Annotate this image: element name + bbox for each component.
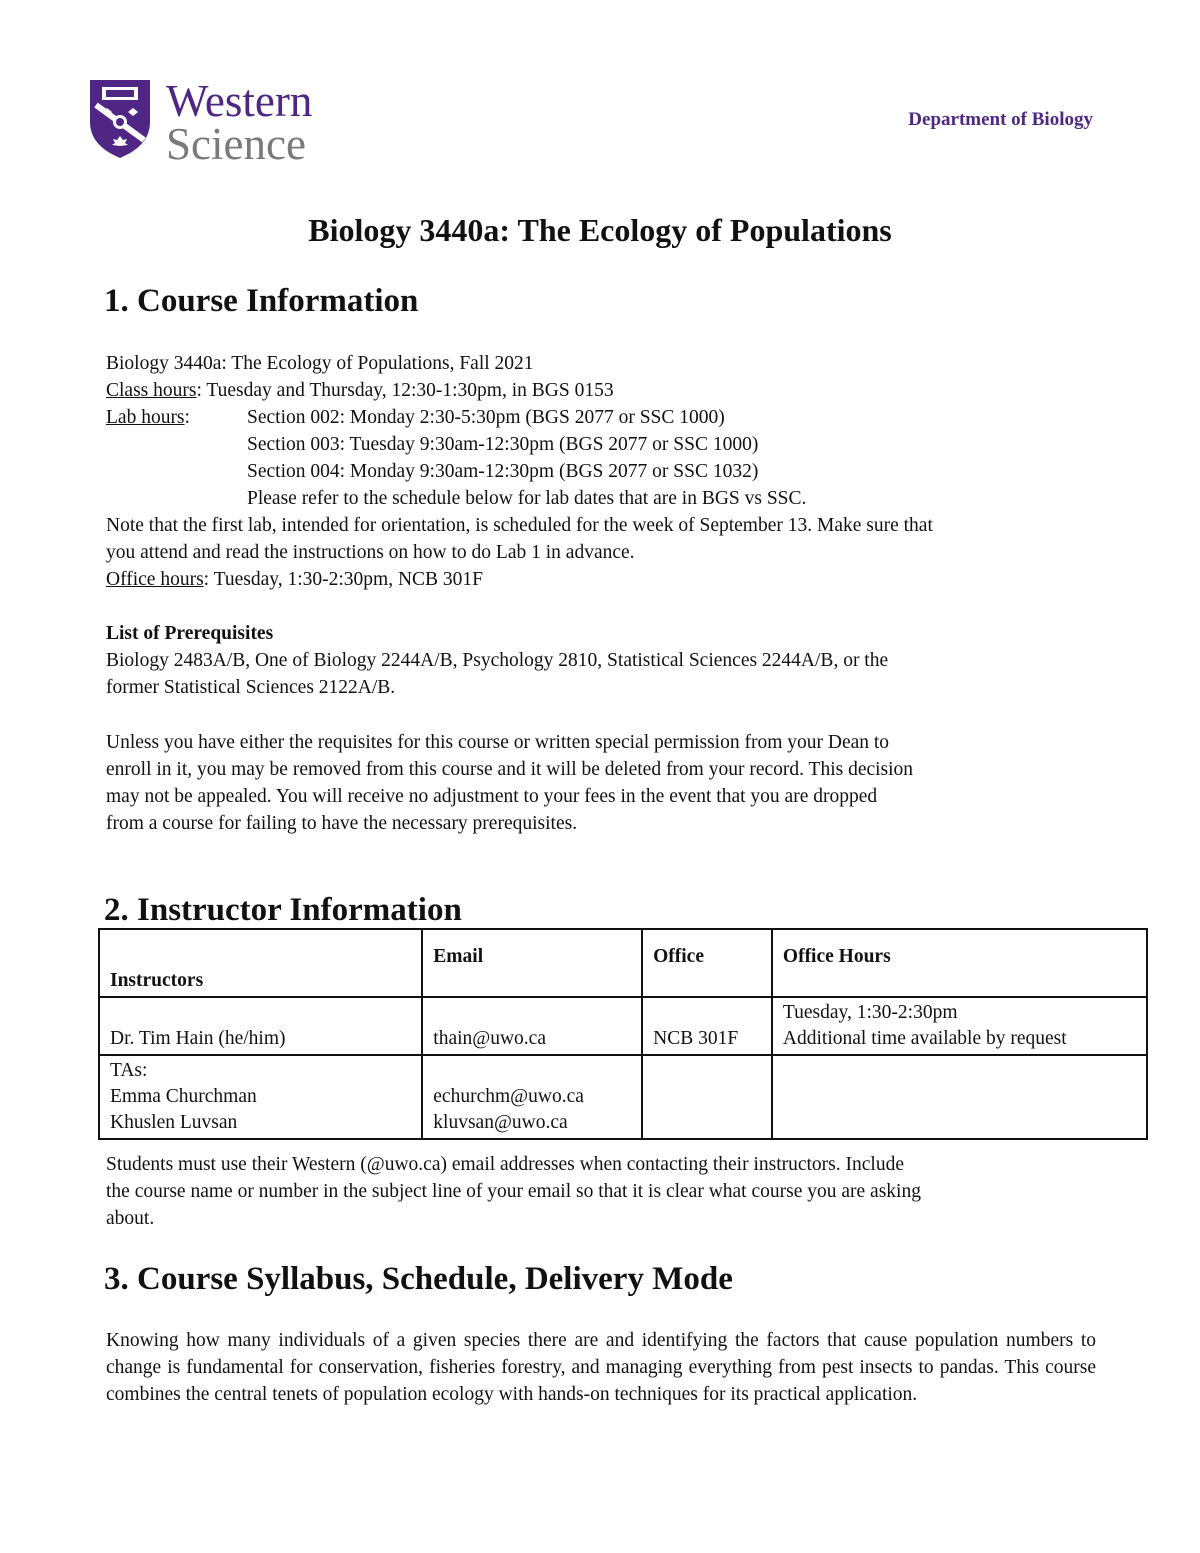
ta-name: Emma Churchman bbox=[110, 1086, 257, 1107]
logo-wordmark-western: Western bbox=[166, 76, 313, 126]
instructor-office-hours bbox=[772, 997, 1147, 1055]
first-lab-note-line1: Note that the first lab, intended for orientation, is scheduled for the week of September 13. Make sure that bbox=[106, 515, 933, 536]
instructor-office: NCB 301F bbox=[642, 997, 772, 1055]
western-science-logo bbox=[88, 78, 312, 167]
ta-label: TAs: bbox=[110, 1060, 148, 1081]
office-hours-line bbox=[106, 566, 483, 593]
prerequisites-line1: Biology 2483A/B, One of Biology 2244A/B, Psychology 2810, Statistical Sciences 2244A/B, or the bbox=[106, 650, 889, 671]
logo-wordmark-science: Science bbox=[166, 119, 306, 169]
email-note-line3: about. bbox=[106, 1208, 155, 1229]
class-hours-label: Class hours bbox=[106, 380, 197, 401]
first-lab-note-line2: you attend and read the instructions on how to do Lab 1 in advance. bbox=[106, 542, 635, 563]
ta-emails-cell bbox=[422, 1055, 642, 1139]
lab-schedule-note: Please refer to the schedule below for lab dates that are in BGS vs SSC. bbox=[247, 488, 807, 509]
instructor-table bbox=[98, 928, 1148, 1140]
lab-hours-label-line bbox=[106, 404, 190, 431]
ta-office-cell bbox=[642, 1055, 772, 1139]
class-hours-value: : Tuesday and Thursday, 12:30-1:30pm, in BGS 0153 bbox=[196, 380, 614, 401]
column-header-office: Office bbox=[642, 929, 772, 997]
table-row bbox=[99, 997, 1147, 1055]
instructor-email: thain@uwo.ca bbox=[422, 997, 642, 1055]
prerequisites-line2: former Statistical Sciences 2122A/B. bbox=[106, 677, 396, 698]
column-header-email: Email bbox=[422, 929, 642, 997]
lab-section-002: Section 002: Monday 2:30-5:30pm (BGS 2077 or SSC 1000) bbox=[247, 407, 725, 428]
section-heading-instructor-information: 2. Instructor Information bbox=[104, 892, 462, 928]
class-hours-line bbox=[106, 377, 614, 404]
ta-email: echurchm@uwo.ca bbox=[433, 1086, 584, 1107]
email-note-line1: Students must use their Western (@uwo.ca) email addresses when contacting their instructors. Include bbox=[106, 1154, 904, 1175]
department-label: Department of Biology bbox=[908, 109, 1093, 130]
prerequisites-heading: List of Prerequisites bbox=[106, 623, 274, 644]
prereq-warning-line3: may not be appealed. You will receive no adjustment to your fees in the event that you are dropped bbox=[106, 786, 878, 807]
office-hours-time: Tuesday, 1:30-2:30pm bbox=[782, 1002, 958, 1023]
ta-name: Khuslen Luvsan bbox=[110, 1112, 238, 1133]
course-description-paragraph: Knowing how many individuals of a given species there are and identifying the factors that cause population numbers to change is fundamental for conservation, fisheries forestry, and managing everything from pest insects to pandas. This course combines the central tenets of population ecology with hands-on techniques for its practical application. bbox=[106, 1330, 1096, 1405]
table-row bbox=[99, 1055, 1147, 1139]
lab-hours-label: Lab hours bbox=[106, 407, 185, 428]
section-heading-course-information: 1. Course Information bbox=[104, 283, 419, 319]
prereq-warning-line2: enroll in it, you may be removed from this course and it will be deleted from your record. This decision bbox=[106, 759, 914, 780]
lab-hours-colon: : bbox=[184, 407, 190, 428]
prereq-warning-line4: from a course for failing to have the necessary prerequisites. bbox=[106, 813, 578, 834]
prereq-warning-line1: Unless you have either the requisites for this course or written special permission from your Dean to bbox=[106, 732, 890, 753]
course-line: Biology 3440a: The Ecology of Populations, Fall 2021 bbox=[106, 353, 534, 374]
lab-section-003: Section 003: Tuesday 9:30am-12:30pm (BGS 2077 or SSC 1000) bbox=[247, 434, 759, 455]
lab-section-004: Section 004: Monday 9:30am-12:30pm (BGS 2077 or SSC 1032) bbox=[247, 461, 759, 482]
section-heading-course-syllabus: 3. Course Syllabus, Schedule, Delivery Mode bbox=[104, 1261, 733, 1297]
instructor-name: Dr. Tim Hain (he/him) bbox=[99, 997, 422, 1055]
office-hours-label: Office hours bbox=[106, 569, 204, 590]
course-title: Biology 3440a: The Ecology of Populations bbox=[308, 212, 892, 248]
university-crest-icon bbox=[88, 78, 152, 160]
table-header-row bbox=[99, 929, 1147, 997]
ta-names-cell bbox=[99, 1055, 422, 1139]
office-hours-value: : Tuesday, 1:30-2:30pm, NCB 301F bbox=[203, 569, 484, 590]
email-note-line2: the course name or number in the subject line of your email so that it is clear what course you are asking bbox=[106, 1181, 921, 1202]
column-header-instructors: Instructors bbox=[99, 929, 422, 997]
office-hours-additional: Additional time available by request bbox=[782, 1028, 1067, 1049]
ta-office-hours-cell bbox=[772, 1055, 1147, 1139]
ta-email: kluvsan@uwo.ca bbox=[433, 1112, 568, 1133]
column-header-office-hours: Office Hours bbox=[772, 929, 1147, 997]
